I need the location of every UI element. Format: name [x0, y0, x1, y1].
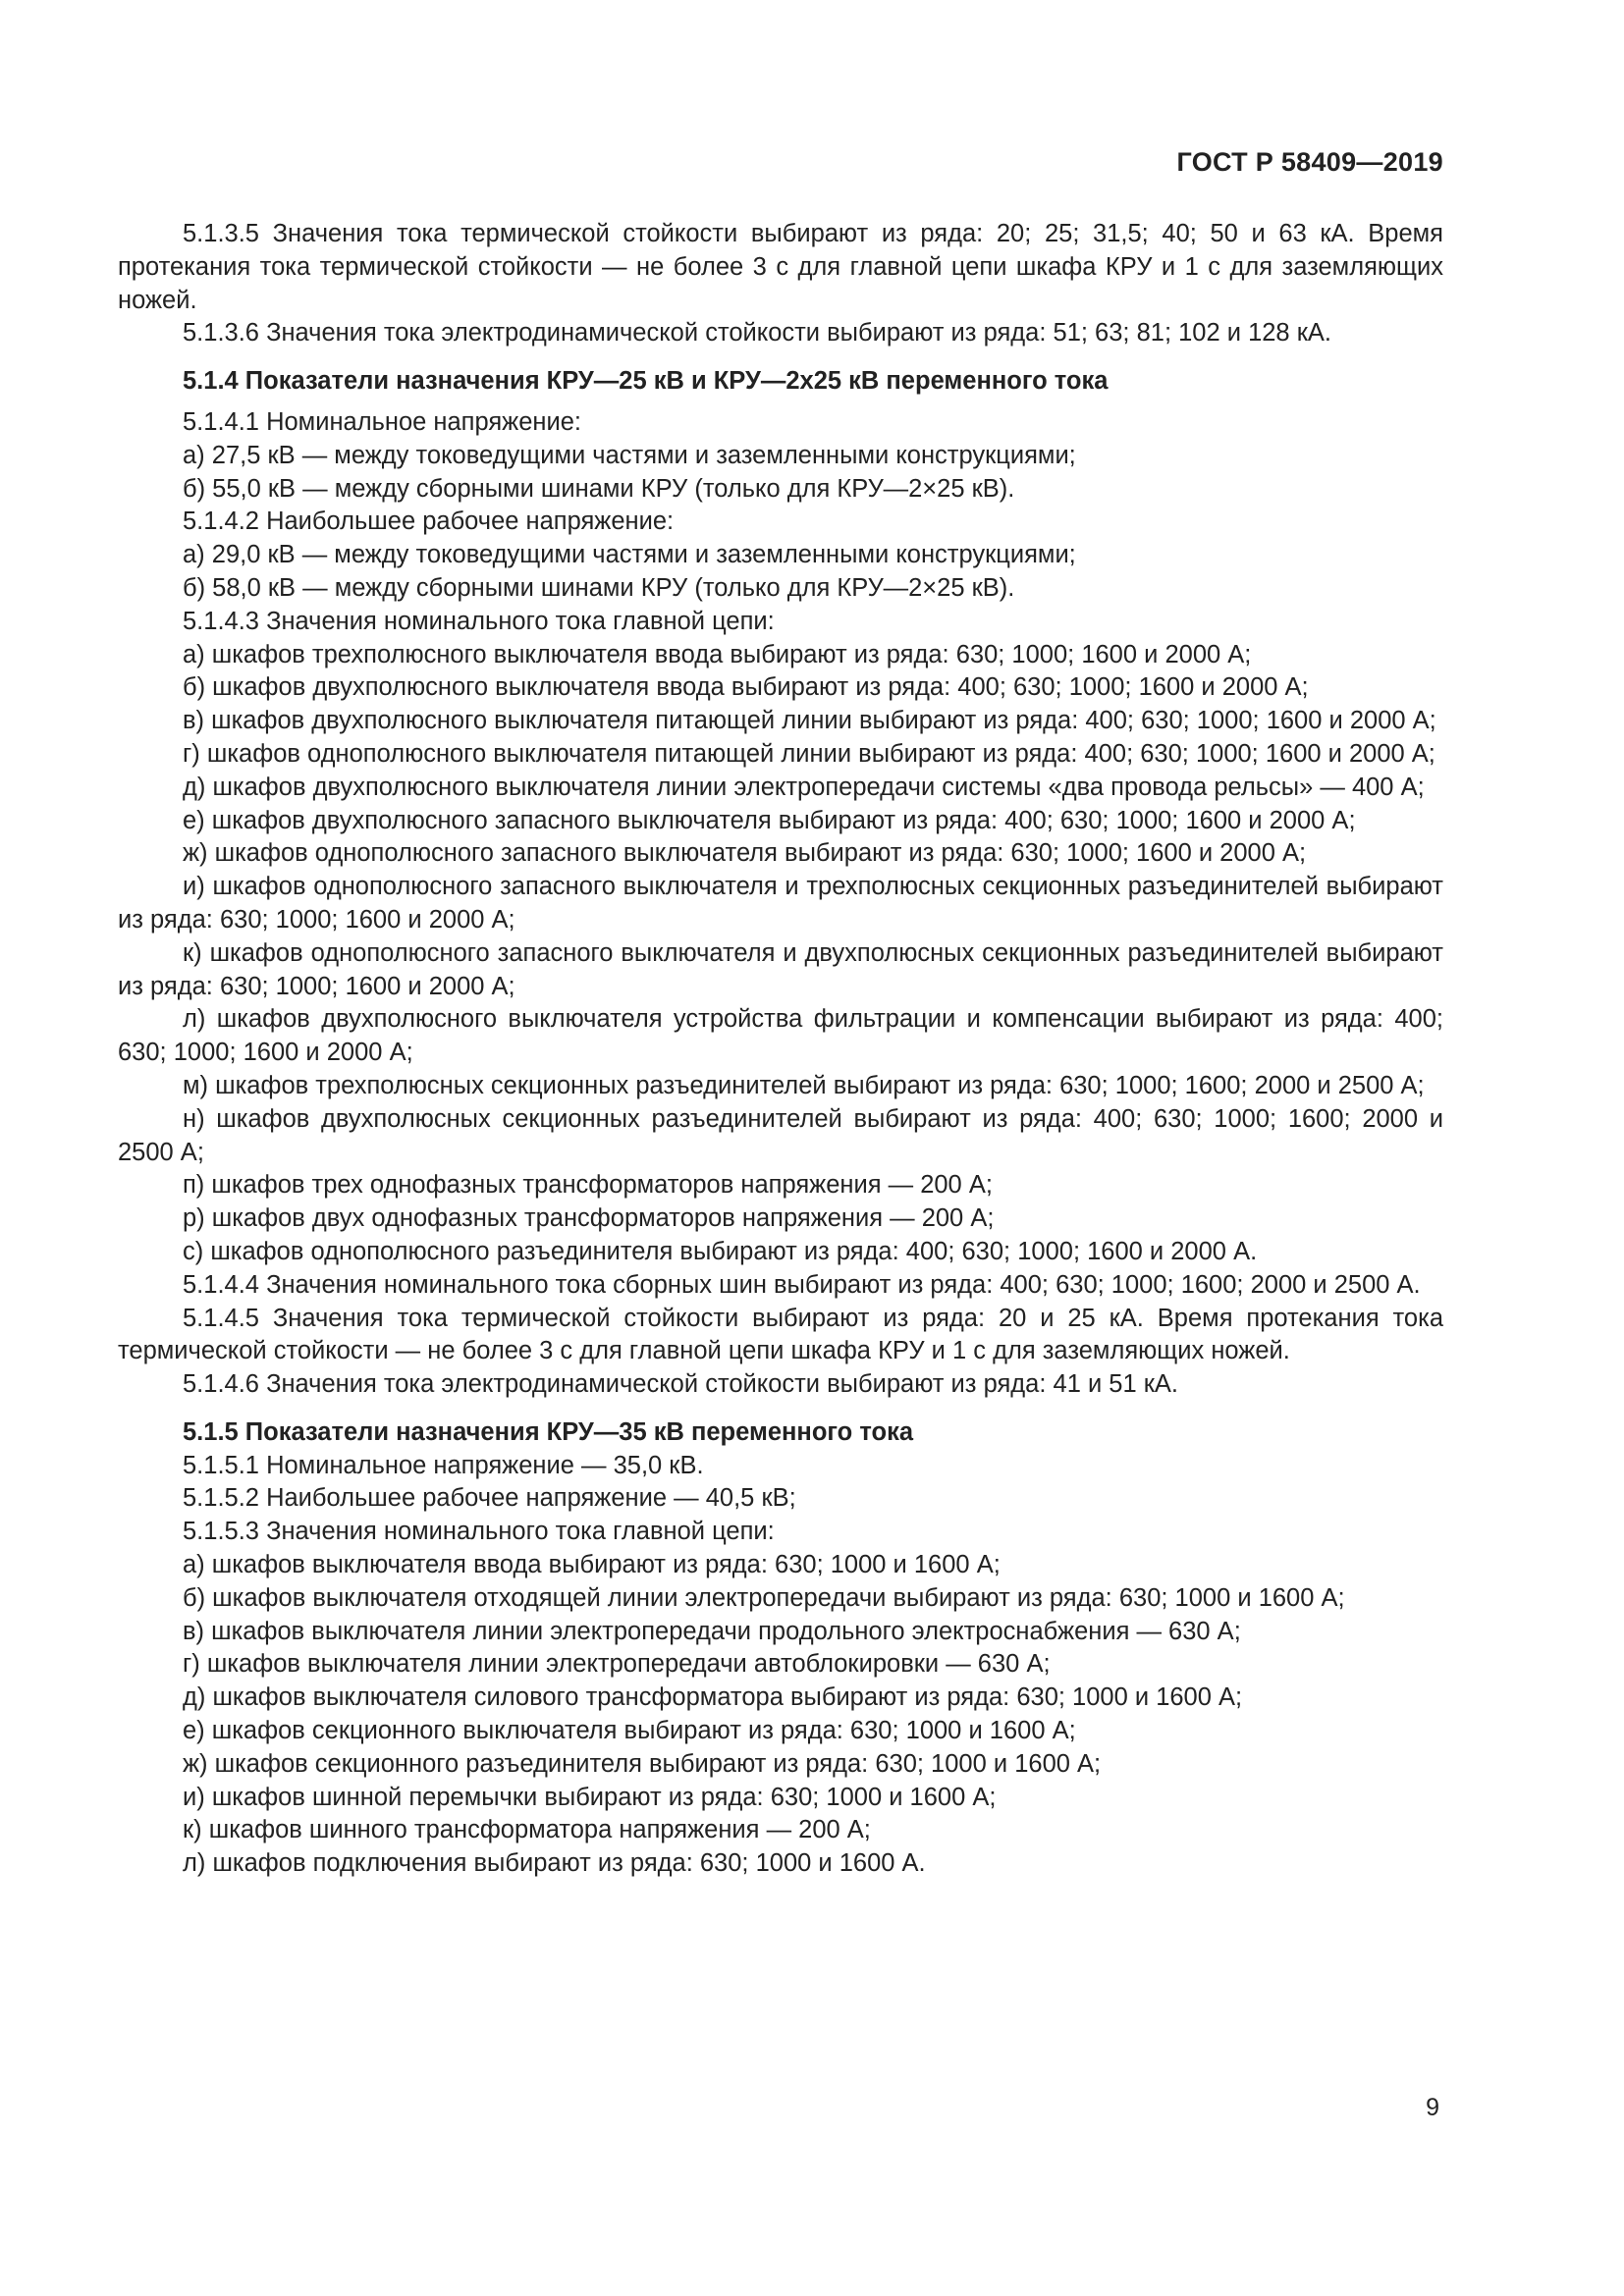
list-item: е) шкафов секционного выключателя выбирают из ряда: 630; 1000 и 1600 А; — [183, 1717, 1076, 1745]
paragraph-5-1-5-1: 5.1.5.1 Номинальное напряжение — 35,0 кВ. — [183, 1451, 704, 1479]
section-heading-5-1-4: 5.1.4 Показатели назначения КРУ—25 кВ и КРУ—2х25 кВ переменного тока — [183, 367, 1109, 396]
list-item: д) шкафов двухполюсного выключателя линии электропередачи системы «два провода рельсы» — 400 А; — [183, 773, 1425, 801]
list-item: и) шкафов однополюсного запасного выключателя и трехполюсных секционных разъединителей выбирают из ряда: 630; 1000; 1600 и 2000 А; — [118, 873, 1443, 934]
paragraph-5-1-4-5: 5.1.4.5 Значения тока термической стойкости выбирают из ряда: 20 и 25 кА. Время протекания тока термической стойкости — не более 3 с для главной цепи шкафа КРУ и 1 с для заземляющих ножей. — [118, 1304, 1443, 1365]
list-item: в) шкафов выключателя линии электропередачи продольного электроснабжения — 630 А; — [183, 1617, 1241, 1645]
list-item: б) 58,0 кВ — между сборными шинами КРУ (только для КРУ—2×25 кВ). — [183, 573, 1015, 602]
paragraph-5-1-5-2: 5.1.5.2 Наибольшее рабочее напряжение — 40,5 кВ; — [183, 1484, 796, 1513]
section-heading-5-1-5: 5.1.5 Показатели назначения КРУ—35 кВ переменного тока — [183, 1417, 914, 1446]
list-item: с) шкафов однополюсного разъединителя выбирают из ряда: 400; 630; 1000; 1600 и 2000 А. — [183, 1237, 1258, 1265]
list-item: а) 29,0 кВ — между токоведущими частями и заземленными конструкциями; — [183, 541, 1076, 569]
list-item: б) шкафов выключателя отходящей линии электропередачи выбирают из ряда: 630; 1000 и 1600 А; — [183, 1583, 1345, 1612]
paragraph-5-1-5-3: 5.1.5.3 Значения номинального тока главной цепи: — [183, 1518, 775, 1546]
paragraph-5-1-3-6: 5.1.3.6 Значения тока электродинамической стойкости выбирают из ряда: 51; 63; 81; 102 и 128 кА. — [183, 319, 1331, 347]
list-item: д) шкафов выключателя силового трансформатора выбирают из ряда: 630; 1000 и 1600 А; — [183, 1683, 1243, 1712]
paragraph-5-1-4-2: 5.1.4.2 Наибольшее рабочее напряжение: — [183, 507, 675, 536]
list-item: н) шкафов двухполюсных секционных разъединителей выбирают из ряда: 400; 630; 1000; 1600; 2000 и 2500 А; — [118, 1104, 1443, 1166]
list-item: в) шкафов двухполюсного выключателя питающей линии выбирают из ряда: 400; 630; 1000; 1600 и 2000 А; — [183, 707, 1436, 735]
list-item: а) шкафов трехполюсного выключателя ввода выбирают из ряда: 630; 1000; 1600 и 2000 А; — [183, 640, 1252, 668]
list-item: ж) шкафов однополюсного запасного выключателя выбирают из ряда: 630; 1000; 1600 и 2000 А; — [183, 839, 1307, 868]
list-item: е) шкафов двухполюсного запасного выключателя выбирают из ряда: 400; 630; 1000; 1600 и 2000 А; — [183, 806, 1356, 834]
list-item: б) 55,0 кВ — между сборными шинами КРУ (только для КРУ—2×25 кВ). — [183, 474, 1015, 503]
paragraph-5-1-4-4: 5.1.4.4 Значения номинального тока сборных шин выбирают из ряда: 400; 630; 1000; 1600; 2000 и 2500 А. — [183, 1270, 1421, 1299]
list-item: и) шкафов шинной перемычки выбирают из ряда: 630; 1000 и 1600 А; — [183, 1783, 997, 1811]
document-body — [118, 218, 1443, 1881]
list-item: г) шкафов однополюсного выключателя питающей линии выбирают из ряда: 400; 630; 1000; 1600 и 2000 А; — [183, 739, 1435, 768]
list-item: б) шкафов двухполюсного выключателя ввода выбирают из ряда: 400; 630; 1000; 1600 и 2000 А; — [183, 673, 1309, 702]
list-item: п) шкафов трех однофазных трансформаторов напряжения — 200 А; — [183, 1171, 993, 1200]
paragraph-5-1-3-5: 5.1.3.5 Значения тока термической стойкости выбирают из ряда: 20; 25; 31,5; 40; 50 и 63 кА. Время протекания тока термической стойкости — не более 3 с для главной цепи шкафа КРУ и 1 с для заземляющих ножей. — [118, 220, 1443, 314]
list-item: к) шкафов однополюсного запасного выключателя и двухполюсных секционных разъединителей выбирают из ряда: 630; 1000; 1600 и 2000 А; — [118, 938, 1443, 1000]
page-number: 9 — [1426, 2094, 1439, 2121]
list-item: м) шкафов трехполюсных секционных разъединителей выбирают из ряда: 630; 1000; 1600; 2000 и 2500 А; — [183, 1071, 1425, 1099]
paragraph-5-1-4-6: 5.1.4.6 Значения тока электродинамической стойкости выбирают из ряда: 41 и 51 кА. — [183, 1370, 1178, 1399]
paragraph-5-1-4-1: 5.1.4.1 Номинальное напряжение: — [183, 407, 582, 436]
list-item: а) шкафов выключателя ввода выбирают из ряда: 630; 1000 и 1600 А; — [183, 1551, 1001, 1579]
list-item: р) шкафов двух однофазных трансформаторов напряжения — 200 А; — [183, 1204, 995, 1233]
document-header: ГОСТ Р 58409—2019 — [1176, 147, 1443, 177]
list-item: г) шкафов выключателя линии электропередачи автоблокировки — 630 А; — [183, 1650, 1051, 1679]
paragraph-5-1-4-3: 5.1.4.3 Значения номинального тока главной цепи: — [183, 607, 775, 635]
list-item: л) шкафов двухполюсного выключателя устройства фильтрации и компенсации выбирают из ряда: 400; 630; 1000; 1600 и 2000 А; — [118, 1005, 1443, 1067]
list-item: л) шкафов подключения выбирают из ряда: 630; 1000 и 1600 А. — [183, 1849, 926, 1878]
list-item: к) шкафов шинного трансформатора напряжения — 200 А; — [183, 1816, 871, 1844]
list-item: а) 27,5 кВ — между токоведущими частями и заземленными конструкциями; — [183, 441, 1076, 469]
list-item: ж) шкафов секционного разъединителя выбирают из ряда: 630; 1000 и 1600 А; — [183, 1749, 1102, 1778]
